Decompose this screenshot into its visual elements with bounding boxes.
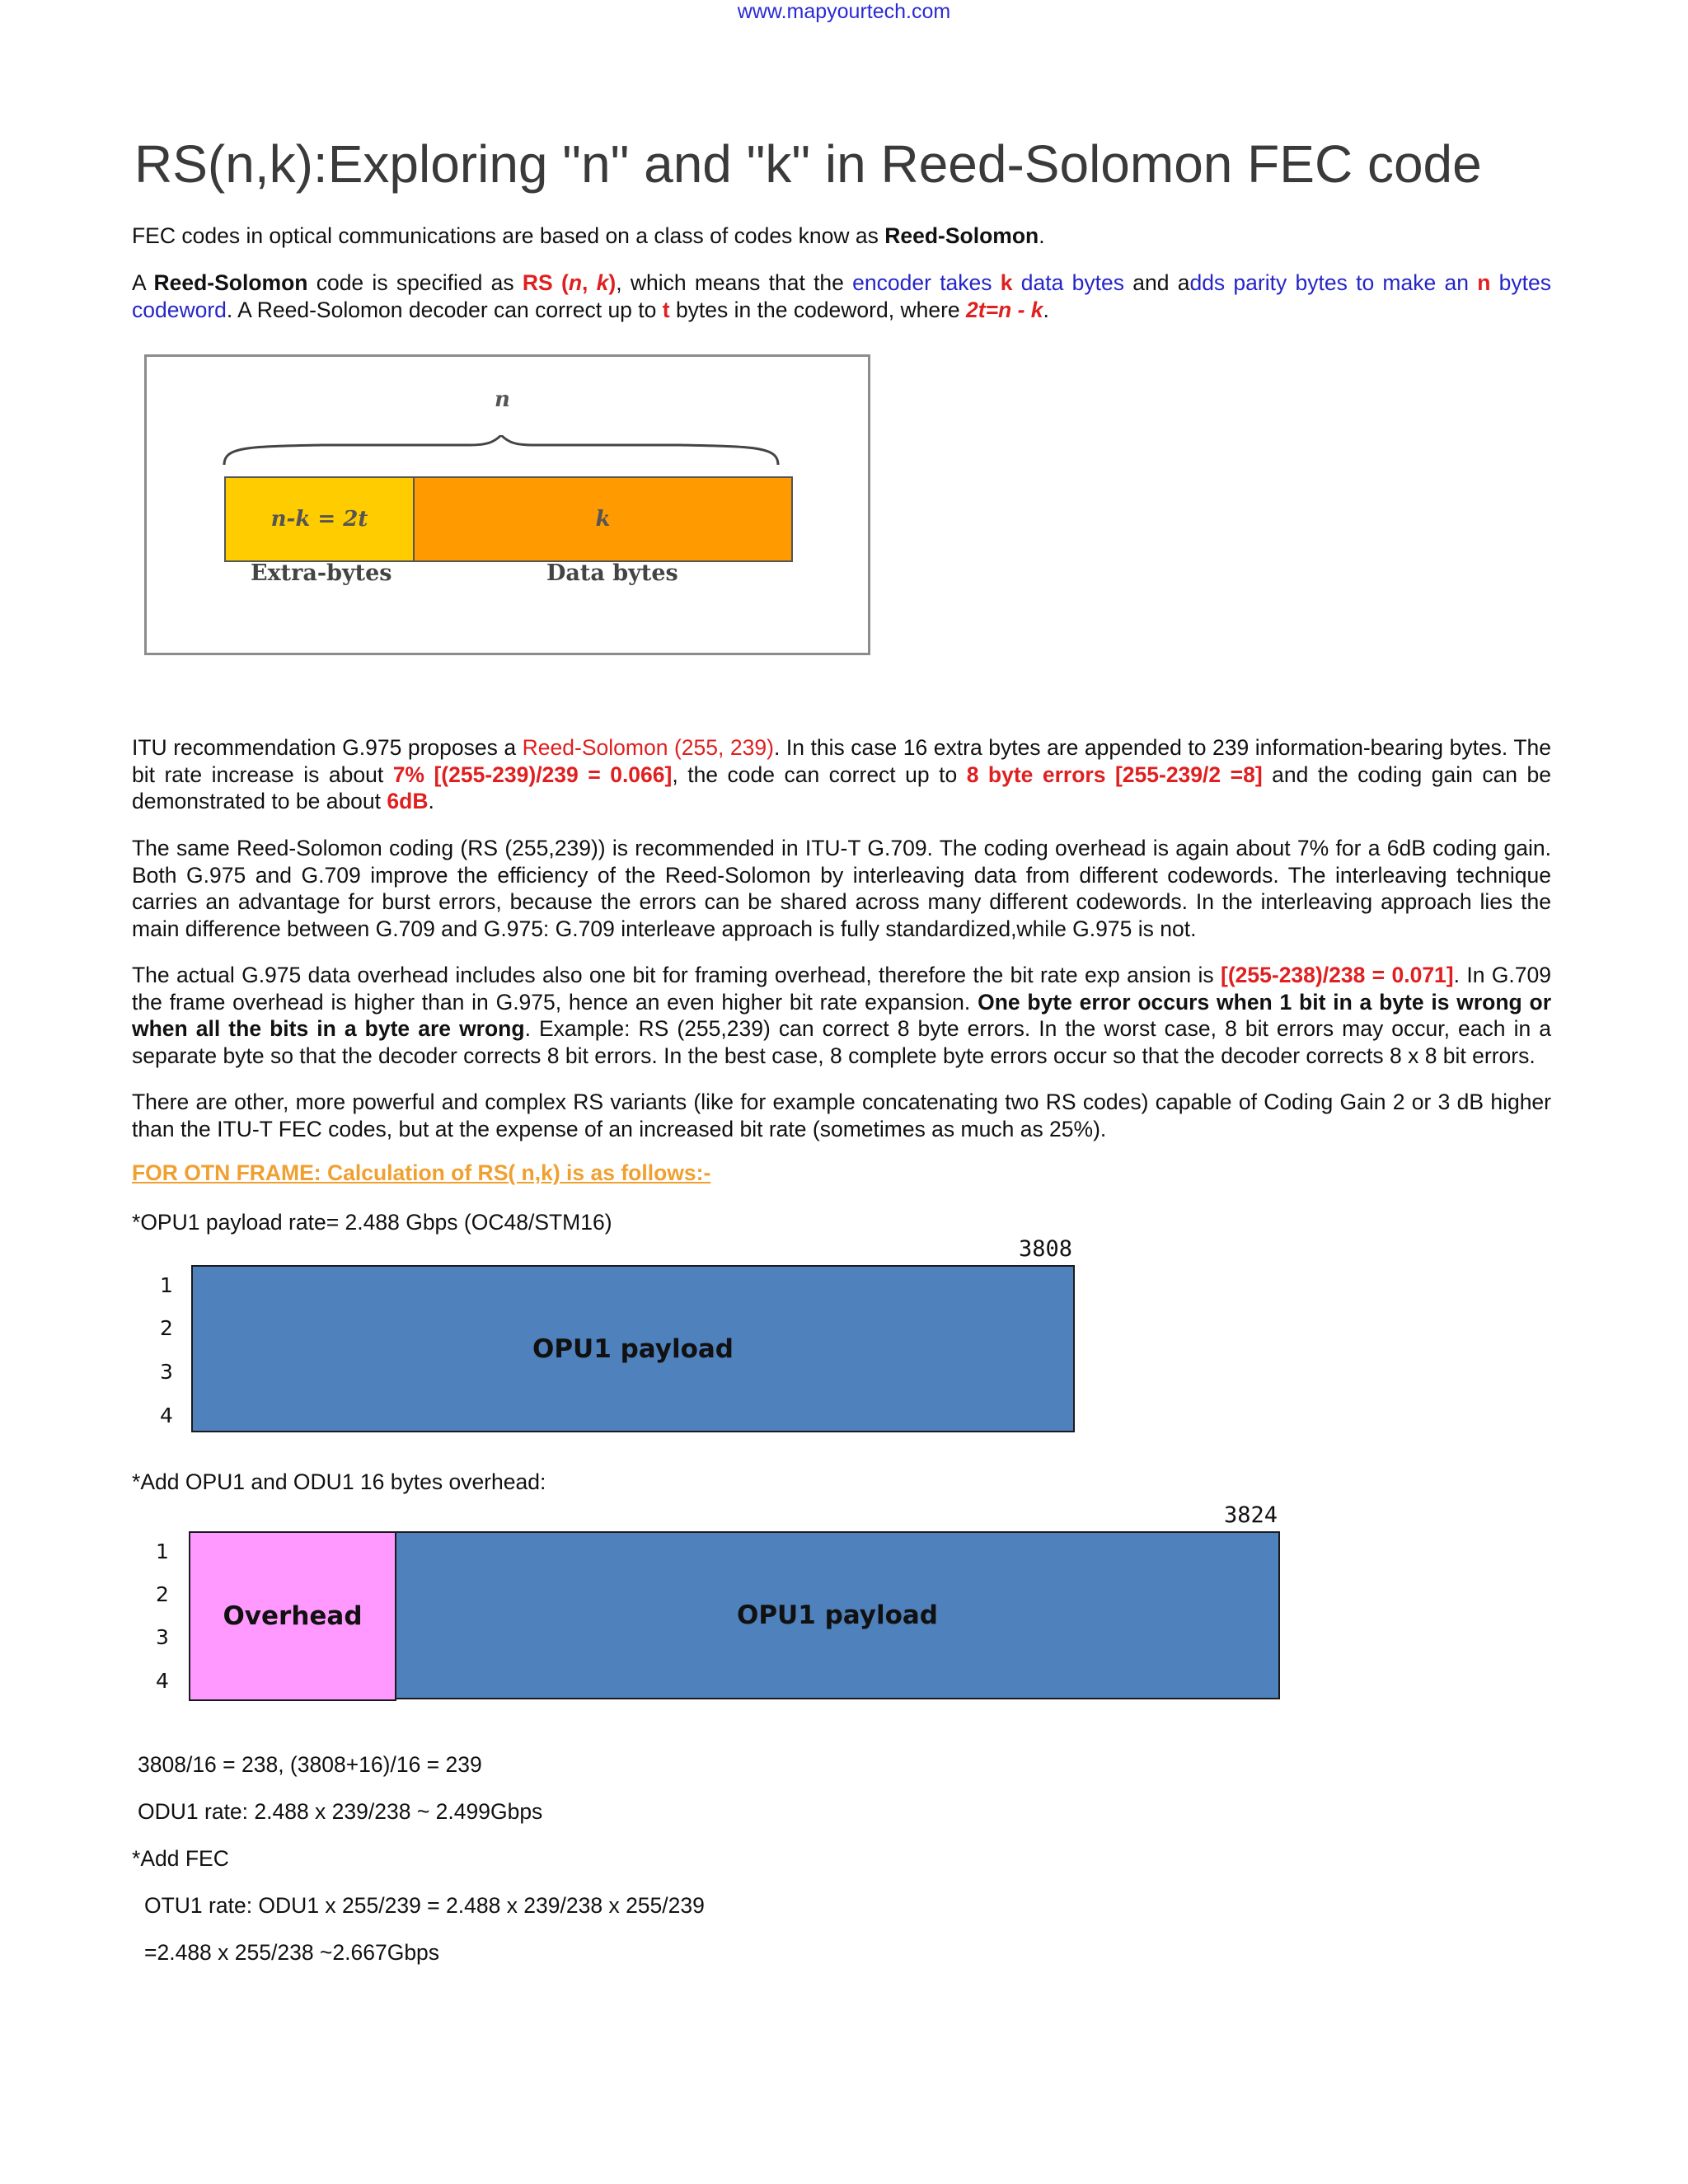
opu1-caption: *OPU1 payload rate= 2.488 Gbps (OC48/STM16)	[132, 1210, 612, 1235]
calc-line-3: *Add FEC	[132, 1846, 229, 1871]
site-link[interactable]: www.mapyourtech.com	[737, 0, 951, 23]
odu1-payload-block: OPU1 payload	[395, 1531, 1280, 1699]
rs-n-label: n	[495, 387, 510, 412]
odu1-row-1: 1	[156, 1540, 169, 1563]
g709-paragraph: The same Reed-Solomon coding (RS (255,239)) is recommended in ITU-T G.709. The coding overhead is again about 7% for a 6dB coding gain. Both G.975 and G.709 improve the efficiency of the Reed-Solomon by interleaving data from different codewords. The interleaving technique carries an advantage for burst errors, because the errors can be shared across many different codewords. In the interleaving approach lies the main difference between G.709 and G.975: G.709 interleave approach is fully standardized,while G.975 is not.	[132, 836, 1551, 941]
rs-variants-paragraph: There are other, more powerful and complex RS variants (like for example concatenating two RS codes) capable of Coding Gain 2 or 3 dB higher than the ITU-T FEC codes, but at the expense of an increased bit rate (sometimes as much as 25%).	[132, 1090, 1551, 1141]
otn-heading: FOR OTN FRAME: Calculation of RS( n,k) is as follows:-	[132, 1160, 711, 1185]
opu1-payload-block: OPU1 payload	[191, 1265, 1075, 1432]
opu1-row-4: 4	[160, 1404, 173, 1427]
rs-definition-paragraph: A Reed-Solomon code is specified as RS (n, k), which means that the encoder takes k data bytes and adds parity bytes to make an n bytes codeword. A Reed-Solomon decoder can correct up to t bytes in the codeword, where 2t=n - k.	[132, 270, 1552, 322]
odu1-row-2: 2	[156, 1582, 169, 1606]
calc-line-2: ODU1 rate: 2.488 x 239/238 ~ 2.499Gbps	[138, 1799, 543, 1824]
opu1-row-2: 2	[160, 1316, 173, 1340]
opu1-column-count: 3808	[1019, 1236, 1073, 1262]
odu1-overhead-block: Overhead	[189, 1531, 396, 1701]
rs-brace	[223, 435, 780, 468]
page-title: RS(n,k):Exploring "n" and "k" in Reed-Solomon FEC code	[134, 134, 1482, 194]
overhead-paragraph: The actual G.975 data overhead includes also one bit for framing overhead, therefore the bit rate exp ansion is [(255-238)/238 = 0.071]. In G.709 the frame overhead is higher than in G.975, hence an even higher bit rate expansion. One byte error occurs when 1 bit in a byte is wrong or when all the bits in a byte are wrong. Example: RS (255,239) can correct 8 byte errors. In the worst case, 8 bit errors may occur, each in a separate byte so that the decoder corrects 8 bit errors. In the best case, 8 complete byte errors occur so that the decoder corrects 8 x 8 bit errors.	[132, 963, 1552, 1068]
odu1-caption: *Add OPU1 and ODU1 16 bytes overhead:	[132, 1469, 546, 1494]
data-bytes-block: k	[413, 476, 793, 562]
opu1-row-3: 3	[160, 1360, 173, 1384]
data-bytes-caption: Data bytes	[546, 560, 678, 586]
calc-line-5: =2.488 x 255/238 ~2.667Gbps	[144, 1940, 440, 1965]
g975-paragraph: ITU recommendation G.975 proposes a Reed-Solomon (255, 239). In this case 16 extra bytes are appended to 239 information-bearing bytes. The bit rate increase is about 7% [(255-239)/239 = 0.066], the code can correct up to 8 byte errors [255-239/2 =8] and the coding gain can be demonstrated to be about 6dB.	[132, 735, 1552, 813]
odu1-column-count: 3824	[1224, 1502, 1278, 1528]
odu1-row-3: 3	[156, 1625, 169, 1649]
opu1-row-1: 1	[160, 1273, 173, 1297]
calc-line-4: OTU1 rate: ODU1 x 255/239 = 2.488 x 239/238 x 255/239	[144, 1893, 705, 1918]
calc-line-1: 3808/16 = 238, (3808+16)/16 = 239	[138, 1752, 482, 1777]
intro-paragraph: FEC codes in optical communications are based on a class of codes know as Reed-Solomon.	[132, 223, 1045, 248]
odu1-row-4: 4	[156, 1669, 169, 1693]
extra-bytes-block: n-k = 2t	[224, 476, 415, 562]
extra-bytes-caption: Extra-bytes	[251, 560, 392, 586]
